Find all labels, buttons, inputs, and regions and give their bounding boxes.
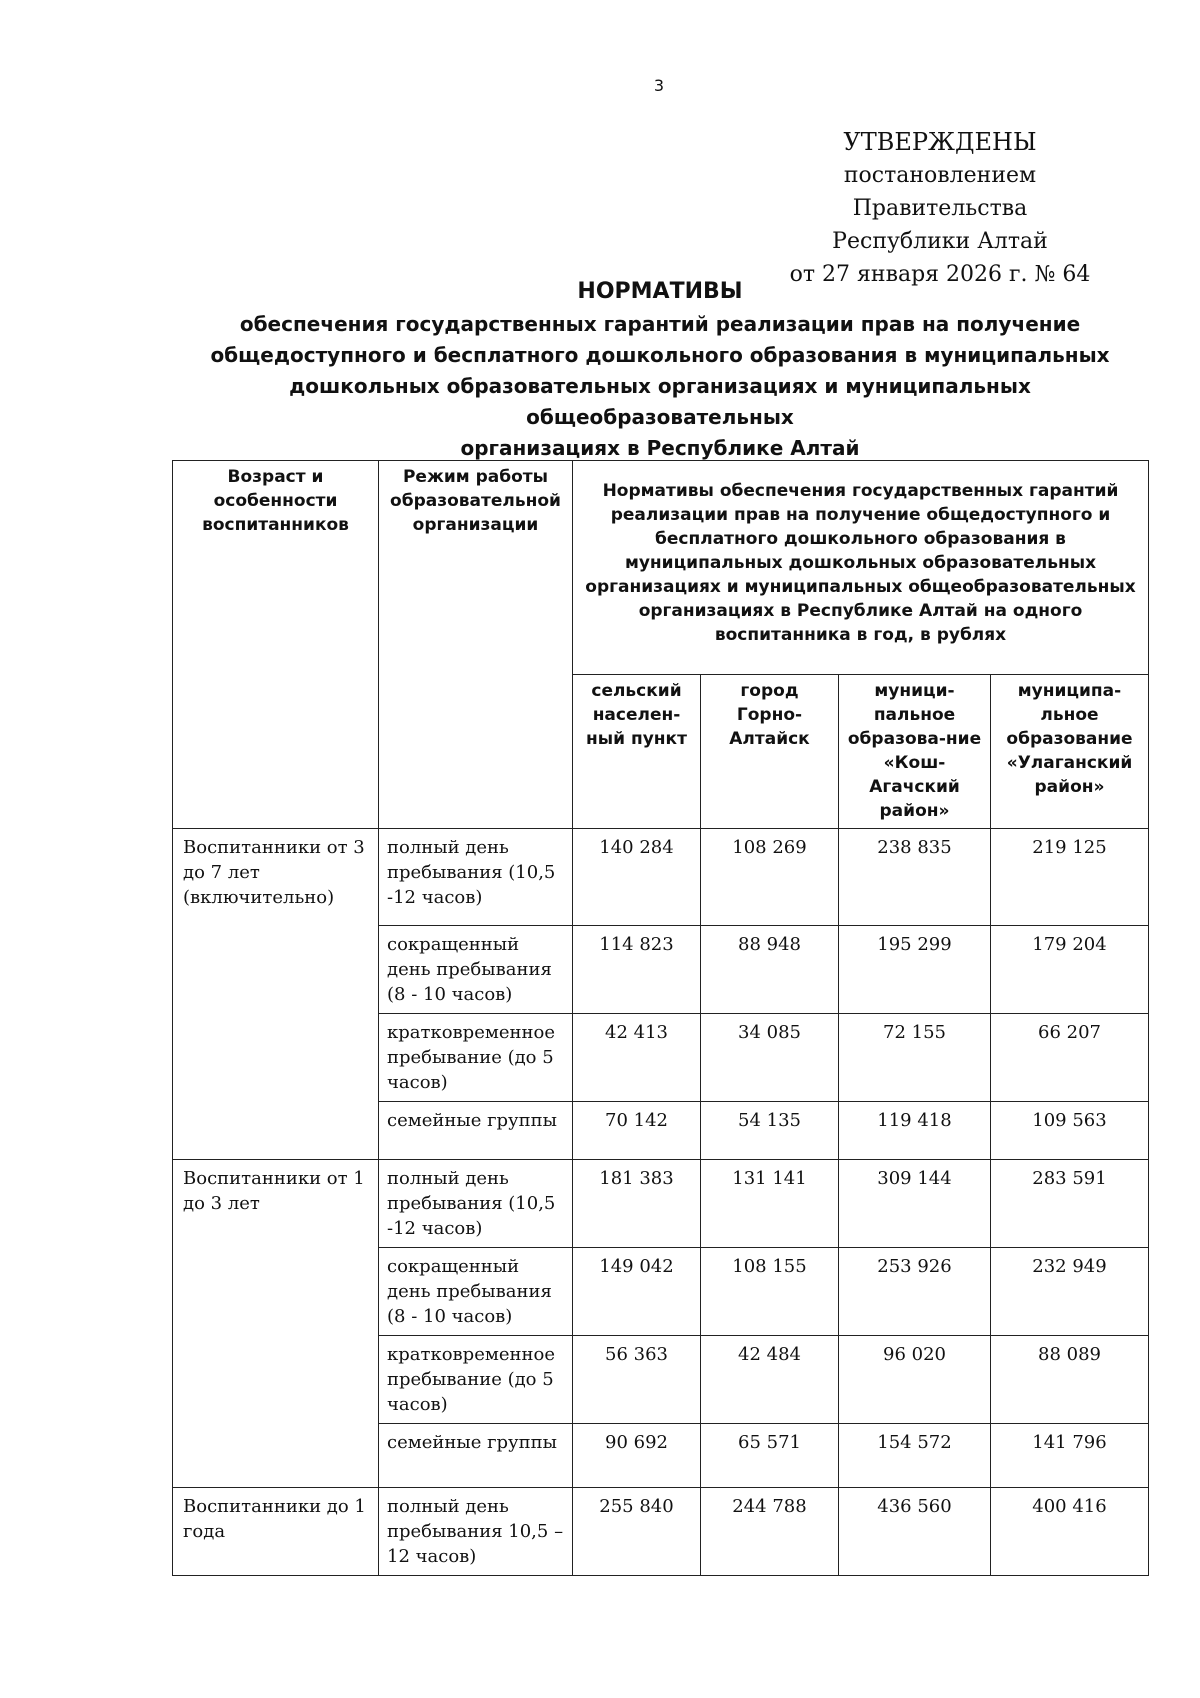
norms-table [172, 460, 1149, 1576]
value-cell: 109 563 [991, 1102, 1149, 1160]
value-cell: 42 413 [573, 1014, 701, 1102]
approval-line: постановлением Правительства [843, 163, 1037, 221]
value-cell: 238 835 [839, 829, 991, 926]
document-title: НОРМАТИВЫ [577, 279, 743, 304]
document-subtitle-line: общедоступного и бесплатного дошкольного образования в муниципальных [210, 343, 1110, 367]
document-subtitle-line: организациях в Республике Алтай [460, 436, 860, 460]
value-cell: 232 949 [991, 1248, 1149, 1336]
mode-cell: сокращенный день пребывания (8 - 10 часов) [379, 926, 573, 1014]
document-title-block [160, 276, 1160, 464]
value-cell: 140 284 [573, 829, 701, 926]
mode-cell: семейные группы [379, 1102, 573, 1160]
value-cell: 66 207 [991, 1014, 1149, 1102]
table-row [173, 1488, 1149, 1576]
mode-cell: кратковременное пребывание (до 5 часов) [379, 1014, 573, 1102]
table-row [173, 1160, 1149, 1248]
value-cell: 70 142 [573, 1102, 701, 1160]
value-cell: 90 692 [573, 1424, 701, 1488]
table-row [173, 829, 1149, 926]
approval-date: от 27 января 2026 г. № 64 [789, 262, 1091, 287]
table-header-row [173, 461, 1149, 675]
page-number: 3 [653, 76, 665, 95]
value-cell: 54 135 [701, 1102, 839, 1160]
value-cell: 96 020 [839, 1336, 991, 1424]
document-subtitle-line: дошкольных образовательных организациях и муниципальных общеобразовательных [289, 374, 1031, 429]
header-gorno-altaysk: город Горно-Алтайск [701, 675, 839, 829]
document-subtitle-line: обеспечения государственных гарантий реализации прав на получение [239, 312, 1081, 336]
value-cell: 88 948 [701, 926, 839, 1014]
value-cell: 244 788 [701, 1488, 839, 1576]
value-cell: 154 572 [839, 1424, 991, 1488]
mode-cell: семейные группы [379, 1424, 573, 1488]
value-cell: 149 042 [573, 1248, 701, 1336]
mode-cell: полный день пребывания (10,5 -12 часов) [379, 829, 573, 926]
value-cell: 400 416 [991, 1488, 1149, 1576]
value-cell: 56 363 [573, 1336, 701, 1424]
value-cell: 283 591 [991, 1160, 1149, 1248]
mode-cell: полный день пребывания 10,5 – 12 часов) [379, 1488, 573, 1576]
mode-cell: кратковременное пребывание (до 5 часов) [379, 1336, 573, 1424]
header-kosh-agach: муници-пальное образова-ние «Кош-Агачский район» [839, 675, 991, 829]
value-cell: 131 141 [701, 1160, 839, 1248]
value-cell: 114 823 [573, 926, 701, 1014]
value-cell: 219 125 [991, 829, 1149, 926]
value-cell: 179 204 [991, 926, 1149, 1014]
header-age: Возраст и особенности воспитанников [173, 461, 379, 829]
header-norms: Нормативы обеспечения государственных гарантий реализации прав на получение общедоступного и бесплатного дошкольного образования в муниципальных дошкольных образовательных организациях и муниципальных общеобразовательных организациях в Республике Алтай на одного воспитанника в год, в рублях [573, 461, 1149, 675]
approval-line: Республики Алтай [832, 229, 1048, 254]
value-cell: 436 560 [839, 1488, 991, 1576]
value-cell: 34 085 [701, 1014, 839, 1102]
value-cell: 253 926 [839, 1248, 991, 1336]
age-group-label: Воспитанники от 1 до 3 лет [173, 1160, 379, 1488]
value-cell: 119 418 [839, 1102, 991, 1160]
value-cell: 181 383 [573, 1160, 701, 1248]
value-cell: 42 484 [701, 1336, 839, 1424]
approval-heading: УТВЕРЖДЕНЫ [843, 128, 1037, 156]
age-group-label: Воспитанники до 1 года [173, 1488, 379, 1576]
value-cell: 108 155 [701, 1248, 839, 1336]
value-cell: 195 299 [839, 926, 991, 1014]
value-cell: 72 155 [839, 1014, 991, 1102]
header-mode: Режим работы образовательной организации [379, 461, 573, 829]
value-cell: 309 144 [839, 1160, 991, 1248]
age-group-label: Воспитанники от 3 до 7 лет (включительно) [173, 829, 379, 1160]
value-cell: 88 089 [991, 1336, 1149, 1424]
header-rural: сельский населен-ный пункт [573, 675, 701, 829]
value-cell: 108 269 [701, 829, 839, 926]
value-cell: 255 840 [573, 1488, 701, 1576]
approval-stamp [760, 126, 1120, 291]
mode-cell: полный день пребывания (10,5 -12 часов) [379, 1160, 573, 1248]
mode-cell: сокращенный день пребывания (8 - 10 часов) [379, 1248, 573, 1336]
value-cell: 141 796 [991, 1424, 1149, 1488]
value-cell: 65 571 [701, 1424, 839, 1488]
header-ulagan: муниципа-льное образование «Улаганский район» [991, 675, 1149, 829]
